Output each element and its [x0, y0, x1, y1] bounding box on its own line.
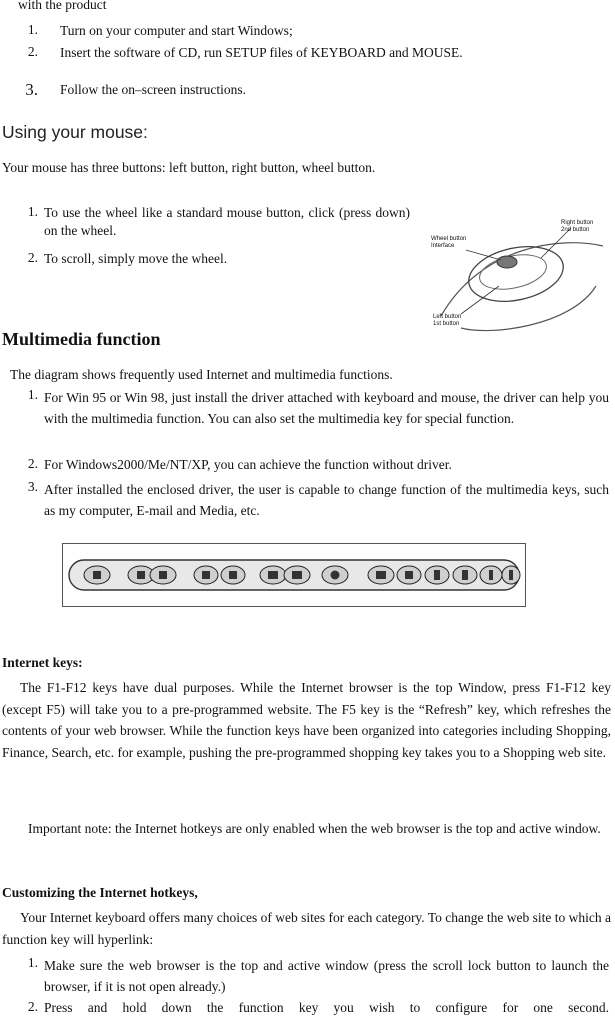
step-number: 2. — [27, 44, 38, 59]
internet-keys-para2: Important note: the Internet hotkeys are only enabled when the web browser is the top and active window. — [28, 821, 601, 836]
multimedia-item-2: For Windows2000/Me/NT/XP, you can achieve the function without driver. — [44, 457, 452, 472]
multimedia-item-1: For Win 95 or Win 98, just install the driver attached with keyboard and mouse, the driver can help you with the multimedia function. You can also set the multimedia key for special function. — [44, 390, 609, 426]
hotkey-strip-diagram — [62, 543, 526, 607]
step-number: 3. — [25, 80, 38, 99]
mouse-diagram — [421, 216, 607, 342]
multimedia-item-3: After installed the enclosed driver, the user is capable to change function of the multimedia keys, such as my computer, E-mail and Media, etc. — [44, 482, 609, 518]
left-button-label: Left button 1st button — [433, 314, 462, 327]
customizing-step-2: Press and hold down the function key you wish to configure for one second. — [44, 1000, 609, 1015]
item-number: 2. — [27, 456, 38, 471]
mouse-step-1: To use the wheel like a standard mouse button, click (press down) on the wheel. — [44, 205, 410, 238]
install-step-1: Turn on your computer and start Windows; — [60, 23, 293, 38]
step-number: 1. — [27, 22, 38, 37]
mouse-intro: Your mouse has three buttons: left button, right button, wheel button. — [2, 160, 376, 175]
step-number: 2. — [27, 250, 38, 265]
step-number: 1. — [27, 955, 38, 970]
intro-tail: with the product — [18, 0, 107, 12]
install-step-2: Insert the software of CD, run SETUP files of KEYBOARD and MOUSE. — [60, 45, 463, 60]
item-number: 1. — [27, 387, 38, 402]
wheel-button-label: Wheel button Interface — [431, 236, 467, 249]
hotkey-strip — [63, 544, 525, 606]
multimedia-intro: The diagram shows frequently used Internet and multimedia functions. — [10, 367, 393, 382]
multimedia-heading: Multimedia function — [2, 329, 161, 349]
customizing-heading: Customizing the Internet hotkeys, — [2, 885, 198, 900]
mouse-heading: Using your mouse: — [2, 122, 148, 142]
internet-keys-para1: The F1-F12 keys have dual purposes. While the Internet browser is the top Window, press F1-F12 key (except F5) will take you to a pre-programmed website. The F5 key is the “Refresh” key, which refreshes the contents of your web browser. While the function keys have been organized into categories including Shopping, Finance, Search, etc. for example, pushing the pre-programmed shopping key takes you to a Shopping web site. — [2, 680, 611, 760]
item-number: 3. — [27, 479, 38, 494]
step-number: 2. — [27, 999, 38, 1014]
right-button-label: Right button 2nd button — [561, 220, 594, 233]
step-number: 1. — [27, 204, 38, 219]
mouse-step-2: To scroll, simply move the wheel. — [44, 251, 228, 266]
install-step-3: Follow the on–screen instructions. — [60, 82, 246, 97]
internet-keys-heading: Internet keys: — [2, 655, 83, 670]
customizing-step-1: Make sure the web browser is the top and active window (press the scroll lock button to launch the browser, if it is not open already.) — [44, 958, 609, 994]
customizing-intro: Your Internet keyboard offers many choices of web sites for each category. To change the web site to which a function key will hyperlink: — [2, 910, 611, 947]
